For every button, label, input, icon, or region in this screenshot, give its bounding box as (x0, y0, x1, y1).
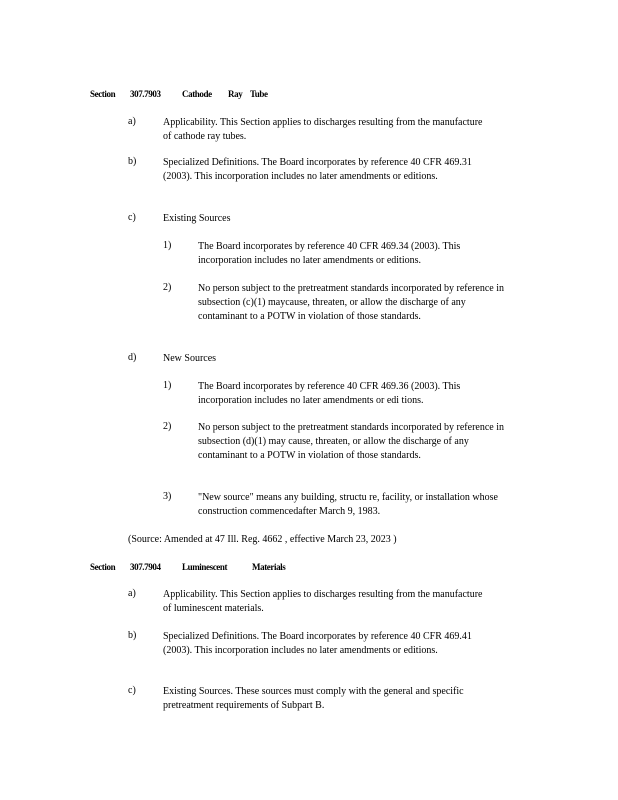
item-text: Specialized Definitions. The Board incorporates by reference 40 CFR 469.41 (2003). This incorporation includes no later amendments or editions. (163, 631, 472, 656)
subitem-text: The Board incorporates by reference 40 CFR 469.36 (2003). This incorporation includes no later amendments or edi tions. (198, 381, 461, 406)
section-word: Section (90, 562, 116, 572)
section-heading-307-7903 (90, 89, 268, 99)
subitem-label: 1) (163, 240, 172, 251)
subitem-text: No person subject to the pretreatment standards incorporated by reference in subsection (c)(1) maycause, threaten, or allow the discharge of any contaminant to a POTW in violation of those standards. (198, 283, 504, 322)
section-title-word: Cathode (182, 89, 212, 99)
item-label: a) (128, 116, 136, 127)
section-title-word: Luminescent (182, 562, 228, 572)
item-label: a) (128, 588, 136, 599)
section-title-word: Tube (250, 89, 268, 99)
section-word: Section (90, 89, 116, 99)
section-title-word: Ray (228, 89, 243, 99)
subitem-text: "New source" means any building, structu re, facility, or installation whose construction commencedafter March 9, 1983. (198, 492, 498, 517)
subitem-label: 1) (163, 380, 172, 391)
item-label: b) (128, 630, 137, 641)
item-label: c) (128, 685, 136, 696)
subitem-label: 2) (163, 282, 172, 293)
section-heading-307-7904 (90, 562, 285, 572)
item-label: b) (128, 156, 137, 167)
subitem-label: 3) (163, 491, 172, 502)
item-text: Existing Sources (163, 213, 231, 224)
source-note: (Source: Amended at 47 Ill. Reg. 4662 , effective March 23, 2023 ) (128, 534, 397, 545)
item-text: Specialized Definitions. The Board incorporates by reference 40 CFR 469.31 (2003). This incorporation includes no later amendments or editions. (163, 157, 472, 182)
section-title-word: Materials (252, 562, 286, 572)
subitem-text: No person subject to the pretreatment standards incorporated by reference in subsection (d)(1) may cause, threaten, or allow the discharge of any contaminant to a POTW in violation of those standards. (198, 422, 504, 461)
section-number: 307.7904 (130, 562, 161, 572)
item-text: Applicability. This Section applies to discharges resulting from the manufacture of luminescent materials. (163, 589, 483, 614)
subitem-label: 2) (163, 421, 172, 432)
item-text: Applicability. This Section applies to discharges resulting from the manufacture of cathode ray tubes. (163, 117, 483, 142)
item-text: Existing Sources. These sources must comply with the general and specific pretreatment requirements of Subpart B. (163, 686, 464, 711)
section-number: 307.7903 (130, 89, 161, 99)
subitem-text: The Board incorporates by reference 40 CFR 469.34 (2003). This incorporation includes no later amendments or editions. (198, 241, 461, 266)
item-label: c) (128, 212, 136, 223)
item-text: New Sources (163, 353, 217, 364)
item-label: d) (128, 352, 137, 363)
